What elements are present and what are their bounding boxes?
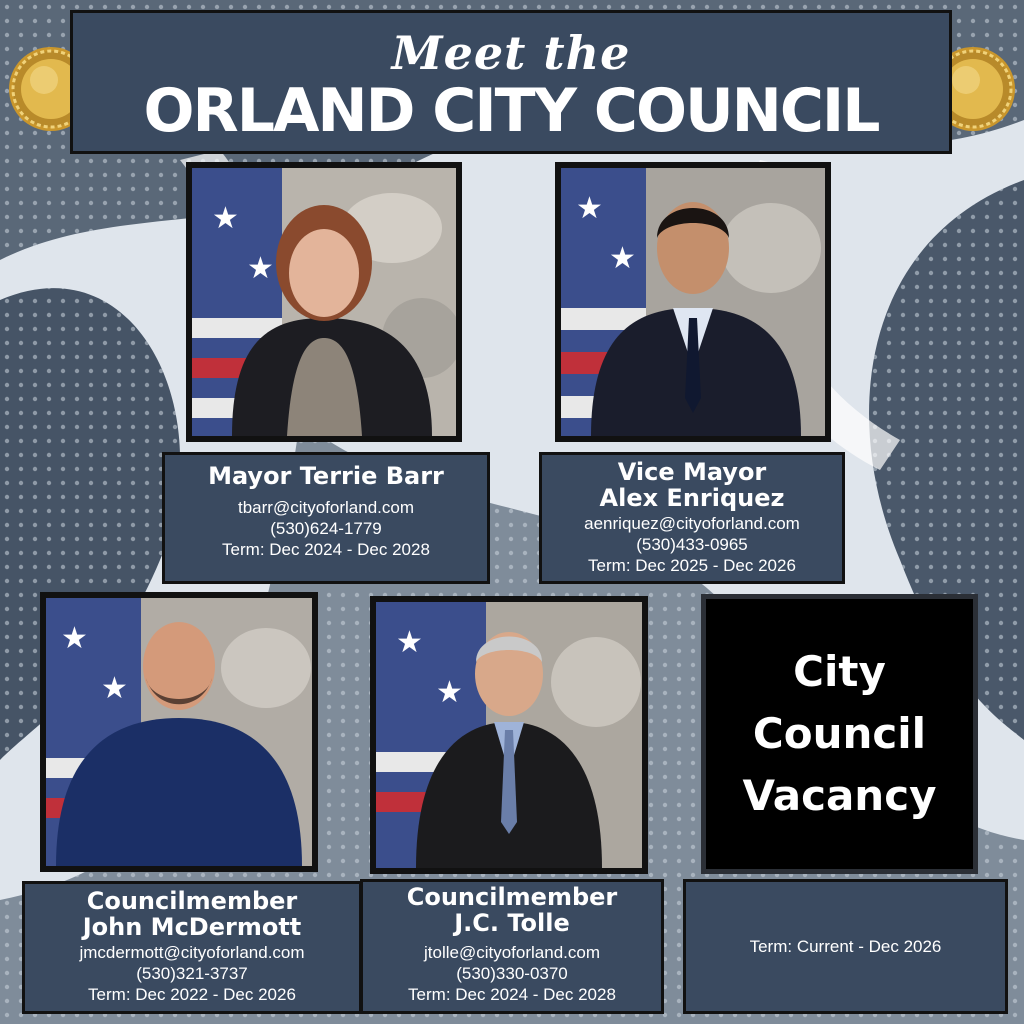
vacancy-panel <box>701 594 978 874</box>
page-title: ORLAND CITY COUNCIL <box>143 76 879 146</box>
header-subtitle: Meet the <box>391 26 631 80</box>
svg-text:★: ★ <box>436 675 463 710</box>
member-email: jmcdermott@cityoforland.com <box>79 943 305 962</box>
member-phone: (530)433-0965 <box>636 535 748 554</box>
member-term: Term: Dec 2025 - Dec 2026 <box>588 556 796 575</box>
member-title: Vice Mayor <box>617 458 767 486</box>
member-term: Term: Dec 2024 - Dec 2028 <box>222 540 430 559</box>
vacancy-info-card <box>683 879 1008 1014</box>
member-phone: (530)330-0370 <box>456 964 568 983</box>
councilmember-mcdermott-photo <box>40 592 318 872</box>
member-title: Mayor Terrie Barr <box>208 462 444 490</box>
member-title: Councilmember <box>86 887 298 915</box>
svg-text:★: ★ <box>212 201 239 236</box>
member-name: John McDermott <box>82 913 302 941</box>
header-banner <box>70 10 952 154</box>
mcdermott-info-card <box>22 881 362 1014</box>
member-email: aenriquez@cityoforland.com <box>584 514 800 533</box>
tolle-info-card <box>360 879 664 1014</box>
councilmember-tolle-photo <box>370 596 648 874</box>
member-term: Term: Dec 2024 - Dec 2028 <box>408 985 616 1004</box>
member-phone: (530)624-1779 <box>270 519 382 538</box>
mayor-info-card <box>162 452 490 584</box>
svg-text:★: ★ <box>396 625 423 660</box>
member-name: J.C. Tolle <box>454 909 570 937</box>
member-name: Alex Enriquez <box>599 484 785 512</box>
vice-mayor-info-card <box>539 452 845 584</box>
member-email: tbarr@cityoforland.com <box>238 498 414 517</box>
member-title: Councilmember <box>406 883 618 911</box>
svg-text:★: ★ <box>576 191 603 226</box>
svg-text:★: ★ <box>61 621 88 656</box>
member-term: Term: Dec 2022 - Dec 2026 <box>88 985 296 1004</box>
mayor-photo <box>186 162 462 442</box>
vacancy-term: Term: Current - Dec 2026 <box>749 937 942 956</box>
member-phone: (530)321-3737 <box>136 964 248 983</box>
svg-text:★: ★ <box>609 241 636 276</box>
vice-mayor-photo <box>555 162 831 442</box>
member-email: jtolle@cityoforland.com <box>424 943 600 962</box>
vacancy-label: City Council Vacancy <box>742 647 937 820</box>
svg-text:★: ★ <box>247 251 274 286</box>
svg-text:★: ★ <box>101 671 128 706</box>
